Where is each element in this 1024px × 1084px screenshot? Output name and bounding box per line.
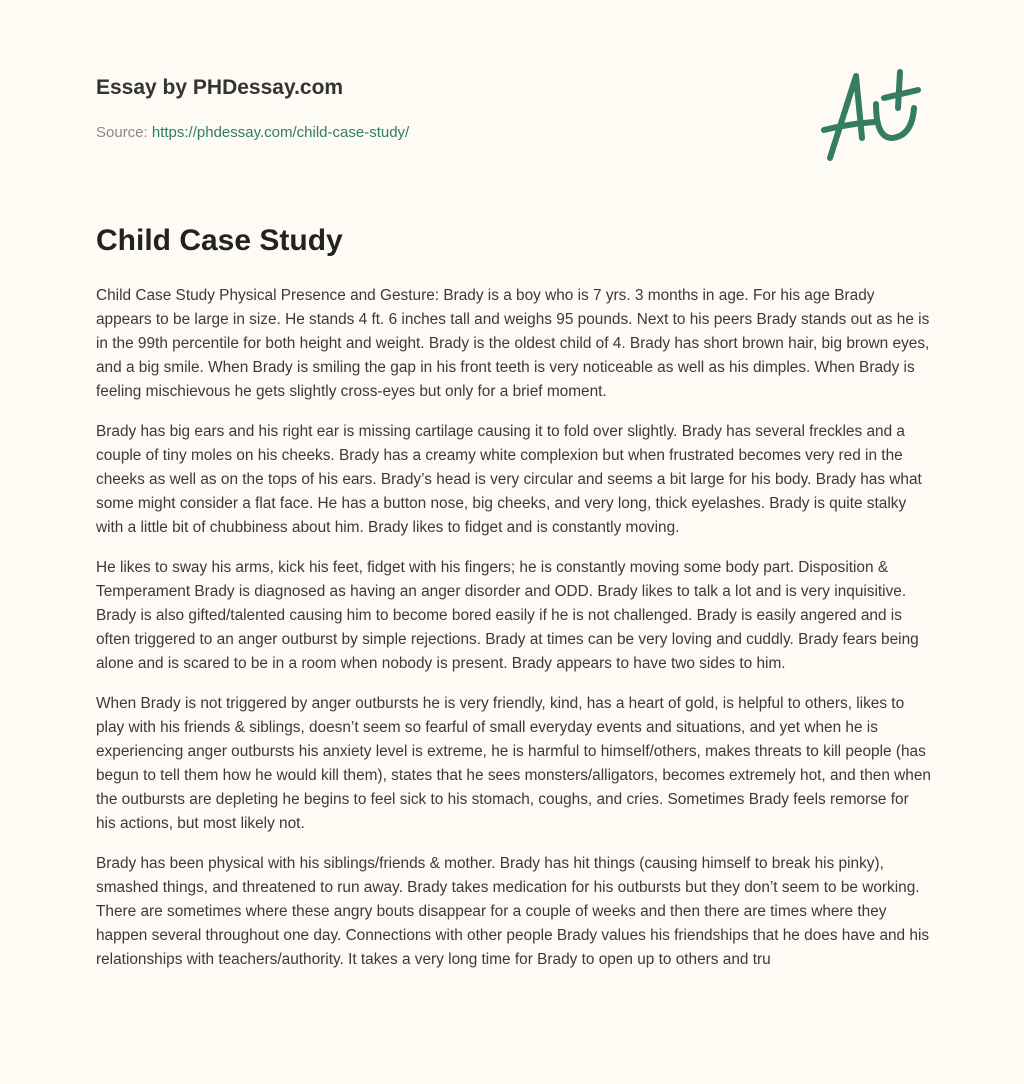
site-brand: Essay by PHDessay.com (96, 76, 344, 99)
paragraph: Brady has big ears and his right ear is missing cartilage causing it to fold over slightly. Brady has several freckles and a couple of tiny moles on his cheeks. Brady has a creamy white complexion but when frustrated becomes very red in the cheeks as well as on the tops of his ears. Brady’s head is very circular and seems a bit large for his body. Brady has what some might consider a flat face. He has a button nose, big cheeks, and very long, thick eyelashes. Brady is quite stalky with a little bit of chubbiness about him. Brady likes to fidget and is constantly moving. (96, 423, 922, 536)
paragraph: He likes to sway his arms, kick his feet, fidget with his fingers; he is constantly moving some body part. Disposition & Temperament Brady is diagnosed as having an anger disorder and ODD. Brady likes to talk a lot and is very inquisitive. Brady is also gifted/talented causing him to become bored easily if he is not challenged. Brady is easily angered and is often triggered to an anger outburst by simple rejections. Brady at times can be very loving and cuddly. Brady fears being alone and is scared to be in a room when nobody is present. Brady appears to have two sides to him. (96, 559, 919, 672)
source-line (96, 124, 409, 141)
article-title: Child Case Study (96, 224, 343, 257)
paragraph: When Brady is not triggered by anger outbursts he is very friendly, kind, has a heart of gold, is helpful to others, likes to play with his friends & siblings, doesn’t seem so fearful of small everyday events and situations, and yet when he is experiencing anger outbursts his anxiety level is extreme, he is harmful to himself/others, makes threats to kill people (has begun to tell them how he would kill them), states that he sees monsters/alligators, becomes extremely hot, and then when the outbursts are depleting he begins to feel sick to his stomach, coughs, and cries. Sometimes Brady feels remorse for his actions, but most likely not. (96, 695, 931, 832)
article-body (96, 284, 932, 988)
source-link[interactable]: https://phdessay.com/child-case-study/ (151, 124, 410, 141)
a-plus-logo-icon (818, 68, 928, 164)
source-label: Source: (96, 124, 152, 141)
paragraph: Child Case Study Physical Presence and Gesture: Brady is a boy who is 7 yrs. 3 months in age. For his age Brady appears to be large in size. He stands 4 ft. 6 inches tall and weighs 95 pounds. Next to his peers Brady stands out as he is in the 99th percentile for both height and weight. Brady is the oldest child of 4. Brady has short brown hair, big brown eyes, and a big smile. When Brady is smiling the gap in his front teeth is very noticeable as well as his dimples. When Brady is feeling mischievous he gets slightly cross-eyes but only for a brief moment. (96, 287, 930, 400)
paragraph: Brady has been physical with his siblings/friends & mother. Brady has hit things (causing himself to break his pinky), smashed things, and threatened to run away. Brady takes medication for his outbursts but they don’t seem to be working. There are sometimes where these angry bouts disappear for a couple of weeks and then there are times where they happen several throughout one day. Connections with other people Brady values his friendships that he does have and his relationships with teachers/authority. It takes a very long time for Brady to open up to others and tru (96, 855, 930, 968)
